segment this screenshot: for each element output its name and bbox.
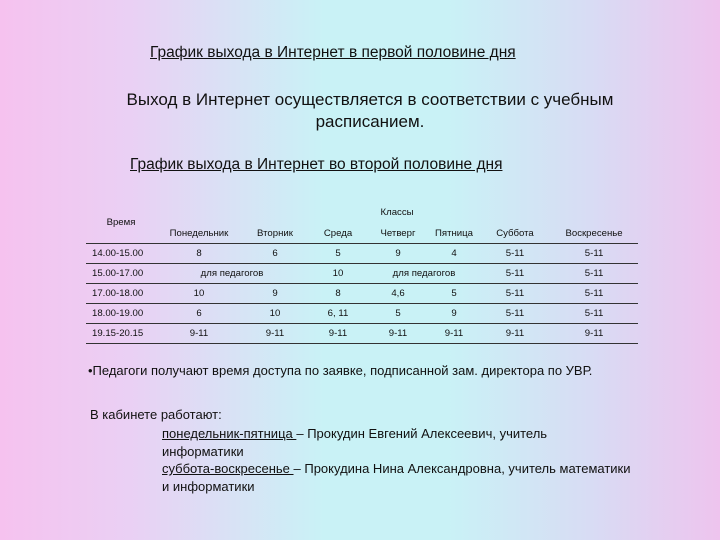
- class-cell: 10: [308, 264, 368, 284]
- staff-list: [162, 425, 632, 495]
- day-header: Вторник: [242, 223, 308, 244]
- class-cell: 5-11: [550, 284, 638, 304]
- day-header: Четверг: [368, 223, 428, 244]
- class-cell: 4: [428, 244, 480, 264]
- class-cell: 5-11: [550, 244, 638, 264]
- table-row: [86, 244, 638, 264]
- classes-header: Классы: [380, 206, 414, 218]
- day-header: Суббота: [480, 223, 550, 244]
- class-cell: 10: [242, 304, 308, 324]
- day-header: Воскресенье: [550, 223, 638, 244]
- class-cell: 9: [428, 304, 480, 324]
- header-row-days: [86, 223, 638, 244]
- class-cell: 5: [368, 304, 428, 324]
- schedule-table: [86, 201, 638, 344]
- time-header: Время: [86, 201, 156, 244]
- class-cell: 9-11: [550, 324, 638, 344]
- class-cell: 8: [156, 244, 242, 264]
- class-cell: 9-11: [156, 324, 242, 344]
- time-cell: 19.15-20.15: [86, 324, 156, 344]
- day-header: Понедельник: [156, 223, 242, 244]
- staff-line-weekend: [162, 460, 632, 495]
- table-row: [86, 304, 638, 324]
- teachers-cell: для педагогов: [156, 264, 308, 284]
- staff-days-weekdays: понедельник-пятница: [162, 426, 297, 441]
- class-cell: 9: [242, 284, 308, 304]
- class-cell: 5-11: [480, 304, 550, 324]
- staff-heading: В кабинете работают:: [90, 407, 222, 422]
- class-cell: 5-11: [480, 264, 550, 284]
- class-cell: 6: [156, 304, 242, 324]
- day-header: Пятница: [428, 223, 480, 244]
- table-row: [86, 324, 638, 344]
- title-first-half: График выхода в Интернет в первой половине дня: [150, 44, 516, 61]
- teachers-cell: для педагогов: [368, 264, 480, 284]
- staff-line-weekdays: [162, 425, 632, 460]
- class-cell: 9-11: [428, 324, 480, 344]
- class-cell: 9-11: [242, 324, 308, 344]
- time-cell: 18.00-19.00: [86, 304, 156, 324]
- class-cell: 4,6: [368, 284, 428, 304]
- header-row-classes: [86, 201, 638, 223]
- class-cell: 9-11: [308, 324, 368, 344]
- access-note: •Педагоги получают время доступа по заявке, подписанной зам. директора по УВР.: [88, 363, 593, 378]
- intro-text: Выход в Интернет осуществляется в соответствии с учебным расписанием.: [126, 90, 614, 131]
- staff-person-weekdays: – Прокудин Евгений Алексеевич, учитель информатики: [162, 426, 548, 459]
- class-cell: 6: [242, 244, 308, 264]
- class-cell: 9: [368, 244, 428, 264]
- time-cell: 15.00-17.00: [86, 264, 156, 284]
- class-cell: 6, 11: [308, 304, 368, 324]
- class-cell: 10: [156, 284, 242, 304]
- staff-person-weekend: – Прокудина Нина Александровна, учитель математики и информатики: [162, 461, 631, 494]
- class-cell: 5-11: [480, 284, 550, 304]
- table-row: [86, 284, 638, 304]
- class-cell: 9-11: [368, 324, 428, 344]
- class-cell: 9-11: [480, 324, 550, 344]
- staff-days-weekend: суббота-воскресенье: [162, 461, 294, 476]
- title-second-half: График выхода в Интернет во второй половине дня: [130, 156, 503, 173]
- table-row: [86, 264, 638, 284]
- class-cell: 5: [428, 284, 480, 304]
- class-cell: 8: [308, 284, 368, 304]
- class-cell: 5-11: [550, 304, 638, 324]
- class-cell: 5: [308, 244, 368, 264]
- time-cell: 17.00-18.00: [86, 284, 156, 304]
- class-cell: 5-11: [480, 244, 550, 264]
- day-header: Среда: [308, 223, 368, 244]
- time-cell: 14.00-15.00: [86, 244, 156, 264]
- class-cell: 5-11: [550, 264, 638, 284]
